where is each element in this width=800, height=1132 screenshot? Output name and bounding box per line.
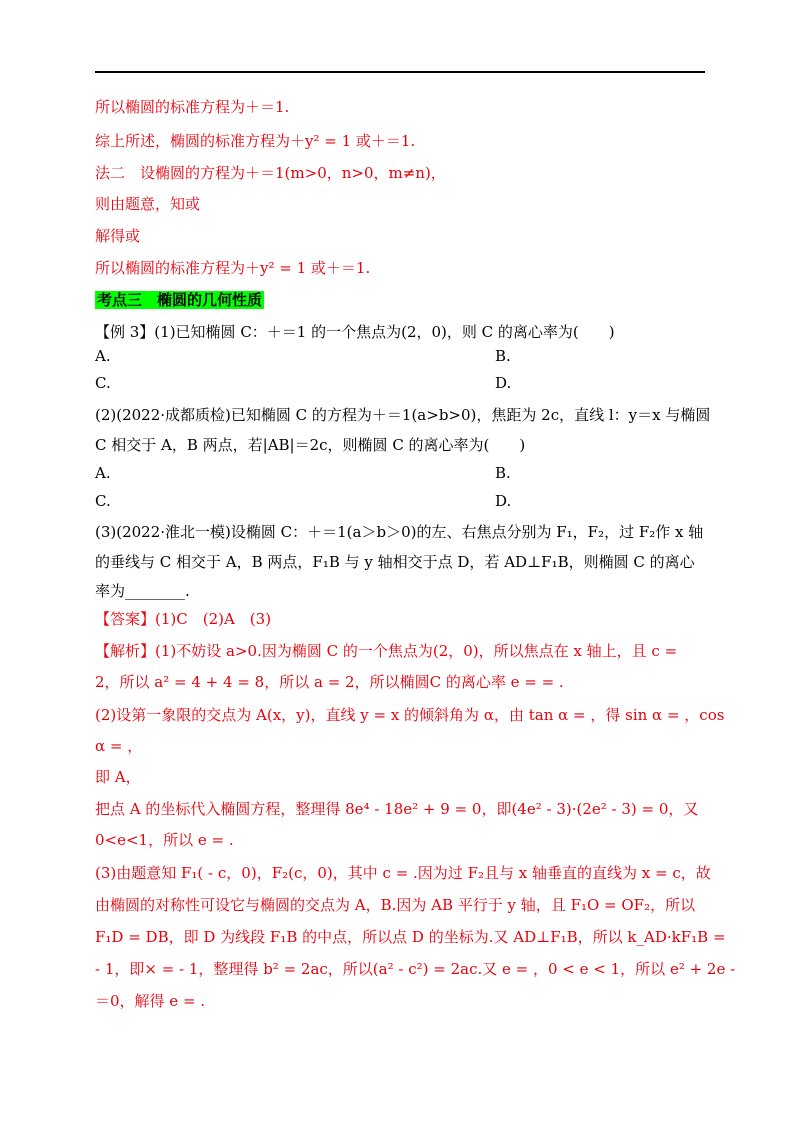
option-a: A. (95, 347, 111, 365)
option-c: C. (95, 492, 111, 510)
option-d: D. (495, 492, 512, 510)
example-3-part-3-cont: 的垂线与 C 相交于 A，B 两点，F₁B 与 y 轴相交于点 D，若 AD⊥F₁B，则椭圆 C 的离心 (95, 553, 695, 571)
solution-line: 2，所以 a² = 4 + 4 = 8，所以 a = 2，所以椭圆C 的离心率 e = = . (95, 673, 564, 691)
solution-line: 【解析】(1)不妨设 a>0.因为椭圆 C 的一个焦点为(2，0)，所以焦点在 x 轴上，且 c = (95, 642, 678, 660)
option-d: D. (495, 374, 512, 392)
solution-line: α = ， (95, 737, 143, 755)
solution-line: - 1，即× = - 1，整理得 b² = 2ac，所以(a² - c²) = 2ac.又 e = ，0 < e < 1，所以 e² + 2e - (95, 960, 736, 978)
options-row-3 (95, 463, 511, 483)
section-highlight: 考点三 椭圆的几何性质 (97, 291, 263, 309)
solution-line: (2)设第一象限的交点为 A(x，y)，直线 y = x 的倾斜角为 α，由 tan α = ，得 sin α = ，cos (95, 706, 725, 724)
solution-line: 0<e<1，所以 e = . (95, 831, 234, 849)
text-line: 综上所述，椭圆的标准方程为＋y² = 1 或＋＝1. (95, 132, 416, 150)
section-heading (95, 290, 264, 310)
header-rule (95, 71, 705, 73)
text-line: 法二 设椭圆的方程为＋＝1(m>0，n>0，m≠n)， (95, 164, 446, 182)
solution-line: 把点 A 的坐标代入椭圆方程，整理得 8e⁴ - 18e² + 9 = 0，即(4e² - 3)·(2e² - 3) = 0，又 (95, 800, 699, 818)
example-3-part-3: (3)(2022·淮北一模)设椭圆 C：＋＝1(a＞b＞0)的左、右焦点分别为 F₁，F₂，过 F₂作 x 轴 (95, 523, 704, 541)
solution-line: 即 A， (95, 768, 141, 786)
solution-line: F₁D = DB，即 D 为线段 F₁B 的中点，所以点 D 的坐标为.又 AD⊥F₁B，所以 k_AD·kF₁B = (95, 928, 726, 946)
solution-line: ＝0，解得 e = . (95, 992, 206, 1010)
text-line: 解得或 (95, 227, 141, 245)
example-3-part-2: (2)(2022·成都质检)已知椭圆 C 的方程为＋＝1(a>b>0)，焦距为 2c，直线 l：y＝x 与椭圆 (95, 406, 711, 424)
options-row-2 (95, 373, 512, 393)
answer-line: 【答案】(1)C (2)A (3) (95, 610, 272, 628)
text-line: 则由题意，知或 (95, 195, 201, 213)
solution-line: (3)由题意知 F₁( - c，0)，F₂(c，0)，其中 c = .因为过 F₂且与 x 轴垂直的直线为 x = c，故 (95, 864, 711, 882)
option-a: A. (95, 464, 111, 482)
option-c: C. (95, 374, 111, 392)
option-b: B. (495, 347, 511, 365)
text-line: 所以椭圆的标准方程为＋y² = 1 或＋＝1. (95, 259, 371, 277)
example-3-part-1: 【例 3】(1)已知椭圆 C：＋＝1 的一个焦点为(2，0)，则 C 的离心率为( ) (95, 323, 615, 341)
option-b: B. (495, 464, 511, 482)
example-3-part-2-cont: C 相交于 A，B 两点，若|AB|＝2c，则椭圆 C 的离心率为( ) (95, 436, 526, 454)
solution-line: 由椭圆的对称性可设它与椭圆的交点为 A，B.因为 AB 平行于 y 轴，且 F₁O = OF₂，所以 (95, 896, 696, 914)
options-row-4 (95, 491, 512, 511)
text-line: 所以椭圆的标准方程为＋＝1. (95, 98, 290, 116)
example-3-part-3-cont: 率为________. (95, 582, 190, 600)
options-row-1 (95, 346, 511, 366)
